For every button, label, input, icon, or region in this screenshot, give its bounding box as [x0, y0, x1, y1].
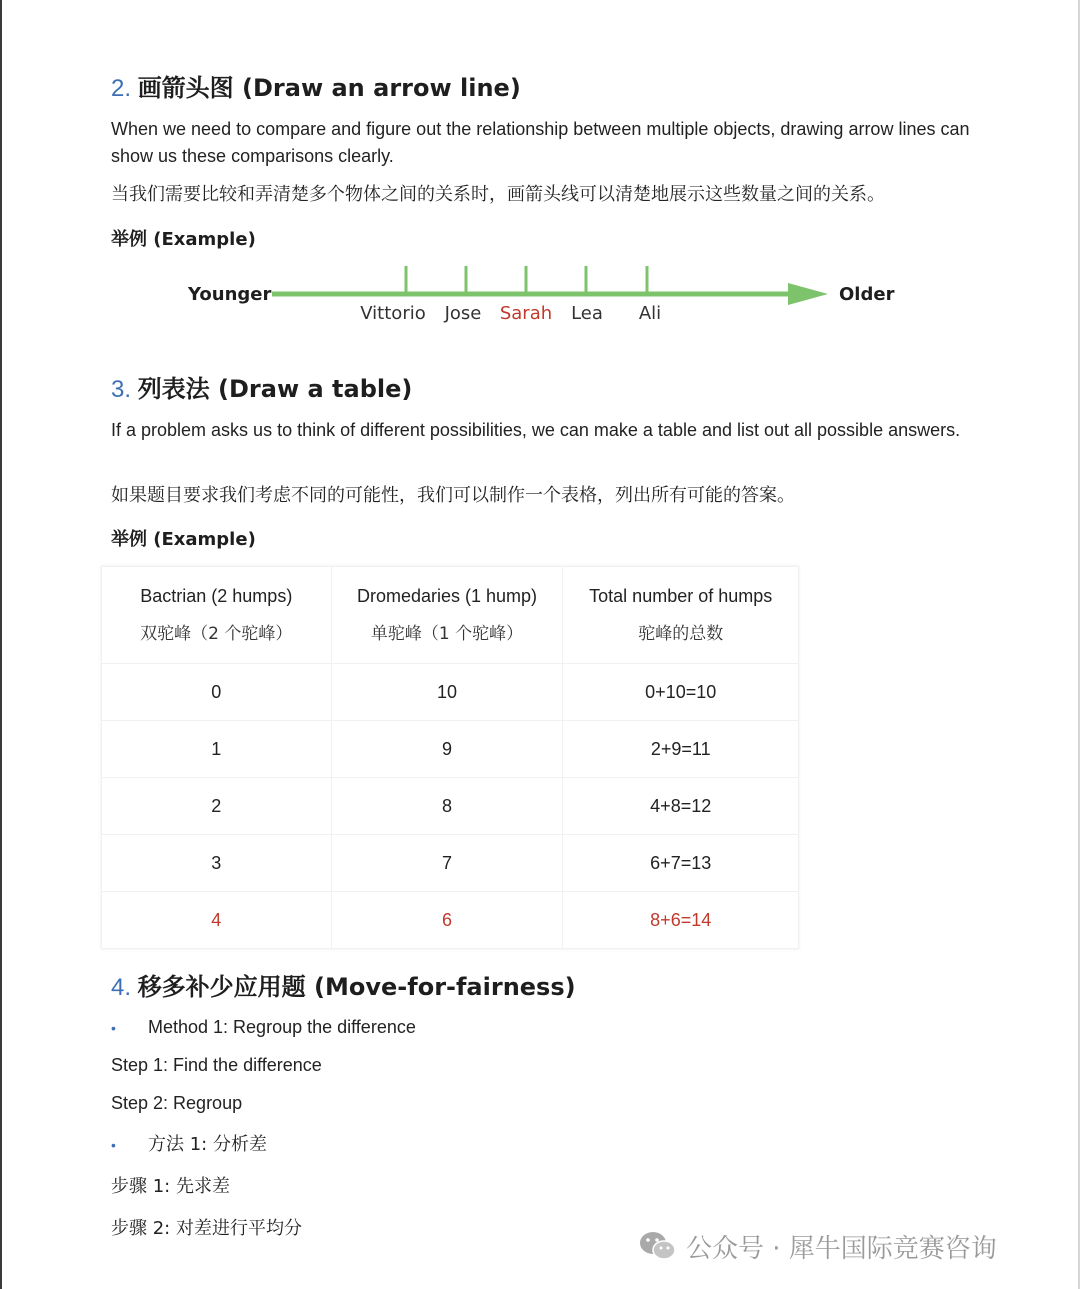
table-header-cell — [563, 567, 799, 664]
bullet-text: Method 1: Regroup the difference — [148, 1017, 416, 1037]
header-en: Dromedaries (1 hump) — [356, 586, 538, 606]
bullet-text: 方法 1: 分析差 — [148, 1134, 267, 1155]
table-cell: 4+8=12 — [563, 778, 799, 835]
bullet-method-1-cn — [111, 1130, 267, 1156]
header-en: Bactrian (2 humps) — [140, 586, 293, 606]
arrow-name-label: Vittorio — [360, 303, 426, 324]
arrow-line-diagram — [180, 256, 900, 328]
table-row — [102, 721, 799, 778]
table-header-cell — [102, 567, 332, 664]
table-cell: 4 — [102, 892, 332, 949]
header-cn: 驼峰的总数 — [638, 624, 724, 644]
arrow-name-label: Lea — [571, 303, 603, 324]
bullet-method-1-en — [111, 1017, 416, 1038]
section-4-heading — [111, 967, 576, 1002]
table-cell: 2+9=11 — [563, 721, 799, 778]
table-row-highlighted — [102, 892, 799, 949]
arrow-left-label: Younger — [188, 284, 272, 305]
section-3-example-label: 举例 (Example) — [111, 529, 256, 550]
bullet-dot-icon: • — [111, 1137, 116, 1153]
section-3-number: 3. — [111, 376, 132, 403]
table-header-row — [102, 567, 799, 664]
table-cell: 0 — [102, 664, 332, 721]
section-4-number: 4. — [111, 974, 132, 1001]
header-en: Total number of humps — [589, 586, 773, 606]
section-3-title: 列表法 (Draw a table) — [137, 375, 413, 403]
table-header-cell — [331, 567, 563, 664]
table-cell: 7 — [331, 835, 563, 892]
table-cell: 6 — [331, 892, 563, 949]
arrow-name-label: Ali — [638, 303, 662, 324]
step-2-en: Step 2: Regroup — [111, 1093, 243, 1113]
section-2-paragraph-en: When we need to compare and figure out the relationship between multiple objects, drawing arrow lines can show us these comparisons clearly. — [111, 119, 970, 166]
table-row — [102, 835, 799, 892]
table-row — [102, 664, 799, 721]
table-cell: 9 — [331, 721, 563, 778]
table-cell: 0+10=10 — [563, 664, 799, 721]
table-cell: 2 — [102, 778, 332, 835]
section-2-heading — [111, 68, 521, 103]
section-2-title: 画箭头图 (Draw an arrow line) — [137, 74, 521, 102]
page-edge-left — [0, 0, 2, 1289]
step-1-cn: 步骤 1: 先求差 — [111, 1176, 230, 1197]
arrow-name-label: Sarah — [499, 303, 553, 324]
header-cn: 双驼峰（2 个驼峰） — [140, 624, 293, 644]
wechat-icon — [638, 1229, 678, 1263]
table-cell: 6+7=13 — [563, 835, 799, 892]
watermark-text: 公众号 · 犀牛国际竞赛咨询 — [686, 1233, 997, 1264]
section-3-heading — [111, 369, 412, 404]
table-cell: 10 — [331, 664, 563, 721]
bullet-dot-icon: • — [111, 1020, 116, 1036]
step-2-cn: 步骤 2: 对差进行平均分 — [111, 1218, 302, 1239]
arrow-right-label: Older — [839, 284, 895, 305]
section-2-number: 2. — [111, 75, 132, 102]
table-row — [102, 778, 799, 835]
table-cell: 3 — [102, 835, 332, 892]
section-3-paragraph-en: If a problem asks us to think of different possibilities, we can make a table and list out all possible answers. — [111, 420, 961, 440]
camel-humps-table — [101, 566, 799, 949]
table-cell: 1 — [102, 721, 332, 778]
arrow-name-label: Jose — [444, 303, 482, 324]
section-4-title: 移多补少应用题 (Move-for-fairness) — [137, 973, 576, 1001]
watermark — [638, 1226, 997, 1266]
table-cell: 8+6=14 — [563, 892, 799, 949]
step-1-en: Step 1: Find the difference — [111, 1055, 322, 1075]
section-3-paragraph-cn: 如果题目要求我们考虑不同的可能性，我们可以制作一个表格，列出所有可能的答案。 — [111, 485, 795, 506]
arrow-head — [788, 283, 828, 305]
section-2-paragraph-cn: 当我们需要比较和弄清楚多个物体之间的关系时，画箭头线可以清楚地展示这些数量之间的关系。 — [111, 184, 885, 205]
header-cn: 单驼峰（1 个驼峰） — [370, 624, 524, 644]
table-cell: 8 — [331, 778, 563, 835]
section-2-example-label: 举例 (Example) — [111, 229, 256, 250]
